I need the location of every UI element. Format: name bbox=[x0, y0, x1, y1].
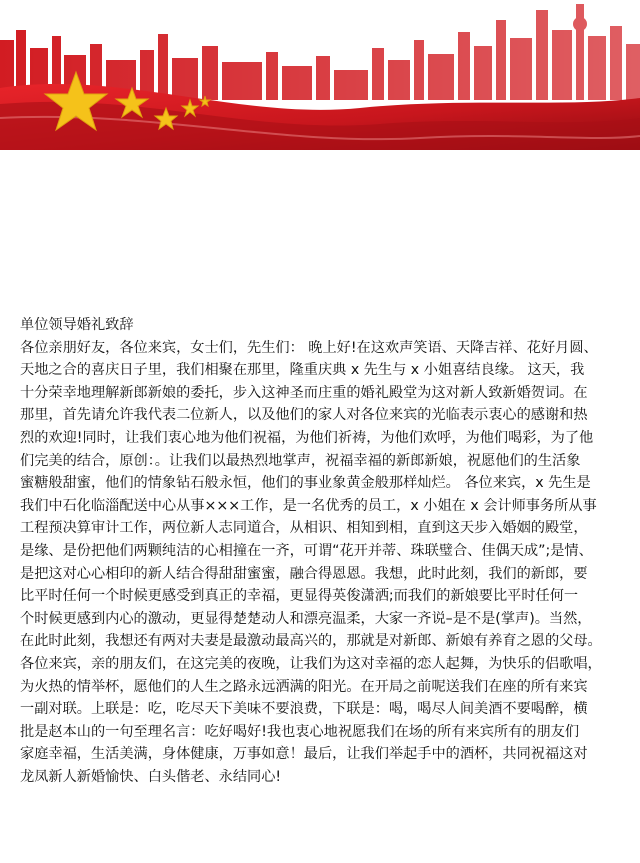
document-body bbox=[20, 314, 622, 788]
document-line: 个时候更感到内心的激动，更显得楚楚动人和漂亮温柔，大家一齐说–是不是(掌声)。当然， bbox=[20, 610, 592, 627]
document-line: 是把这对心心相印的新人结合得甜甜蜜蜜，融合得恩恩。我想，此时此刻，我们的新郎，要 bbox=[20, 565, 588, 582]
document-line: 十分荣幸地理解新郎新娘的委托，步入这神圣而庄重的婚礼殿堂为这对新人致新婚贺词。在 bbox=[20, 384, 588, 401]
document-line: 各位来宾，亲的朋友们，在这完美的夜晚，让我们为这对幸福的恋人起舞，为快乐的侣歌唱， bbox=[20, 655, 602, 672]
document-line: 那里，首先请允许我代表二位新人，以及他们的家人对各位来宾的光临表示衷心的感谢和热 bbox=[20, 407, 588, 424]
document-title: 单位领导婚礼致辞 bbox=[20, 317, 134, 333]
document-line: 工程预决算审计工作，两位新人志同道合，从相识、相知到相，直到这天步入婚姻的殿堂， bbox=[20, 520, 588, 537]
document-line: 们完美的结合，原创：。让我们以最热烈地掌声，祝福幸福的新郎新娘，祝愿他们的生活象 bbox=[20, 452, 581, 469]
document-line: 龙凤新人新婚愉快、白头偕老、永结同心! bbox=[20, 768, 282, 785]
document-line: 批是赵本山的一句至理名言：吃好喝好!我也衷心地祝愿我们在场的所有来宾所有的朋友们 bbox=[20, 723, 580, 740]
header-banner bbox=[0, 0, 640, 150]
document-line: 蜜糖般甜蜜，他们的情象钻石般永恒，他们的事业象黄金般那样灿烂。 各位来宾，x 先生是 bbox=[20, 475, 591, 492]
document-line: 天地之合的喜庆日子里，我们相聚在那里，隆重庆典 x 先生与 x 小姐喜结良缘。 这天，我 bbox=[20, 362, 585, 379]
document-line: 烈的欢迎!同时，让我们衷心地为他们祝福，为他们祈祷，为他们欢呼，为他们喝彩，为了他 bbox=[20, 429, 594, 446]
document-line: 我们中石化临淄配送中心从事×××工作，是一名优秀的员工，x 小姐在 x 会计师事务所从事 bbox=[20, 497, 597, 514]
document-line: 为火热的情举杯，愿他们的人生之路永远洒满的阳光。在开局之前呢送我们在座的所有来宾 bbox=[20, 678, 588, 695]
document-line: 是缘、是份把他们两颗纯洁的心相撞在一齐，可谓“花开并蒂、珠联璧合、佳偶天成”;是情、 bbox=[20, 542, 593, 559]
document-line: 一副对联。上联是：吃，吃尽天下美味不要浪费，下联是：喝，喝尽人间美酒不要喝醉，横 bbox=[20, 701, 588, 718]
document-line: 在此时此刻，我想还有两对夫妻是最激动最高兴的，那就是对新郎、新娘有养育之恩的父母。 bbox=[20, 633, 602, 650]
document-line: 家庭幸福，生活美满，身体健康，万事如意！最后，让我们举起手中的酒杯，共同祝福这对 bbox=[20, 746, 588, 763]
document-line: 各位亲朋好友，各位来宾，女士们，先生们： 晚上好!在这欢声笑语、天降吉祥、花好月圆、 bbox=[20, 339, 598, 356]
document-line: 比平时任何一个时候更感受到真正的幸福，更显得英俊潇洒;而我们的新娘要比平时任何一 bbox=[20, 588, 579, 605]
red-flag-stars-skyline-icon bbox=[0, 0, 640, 150]
